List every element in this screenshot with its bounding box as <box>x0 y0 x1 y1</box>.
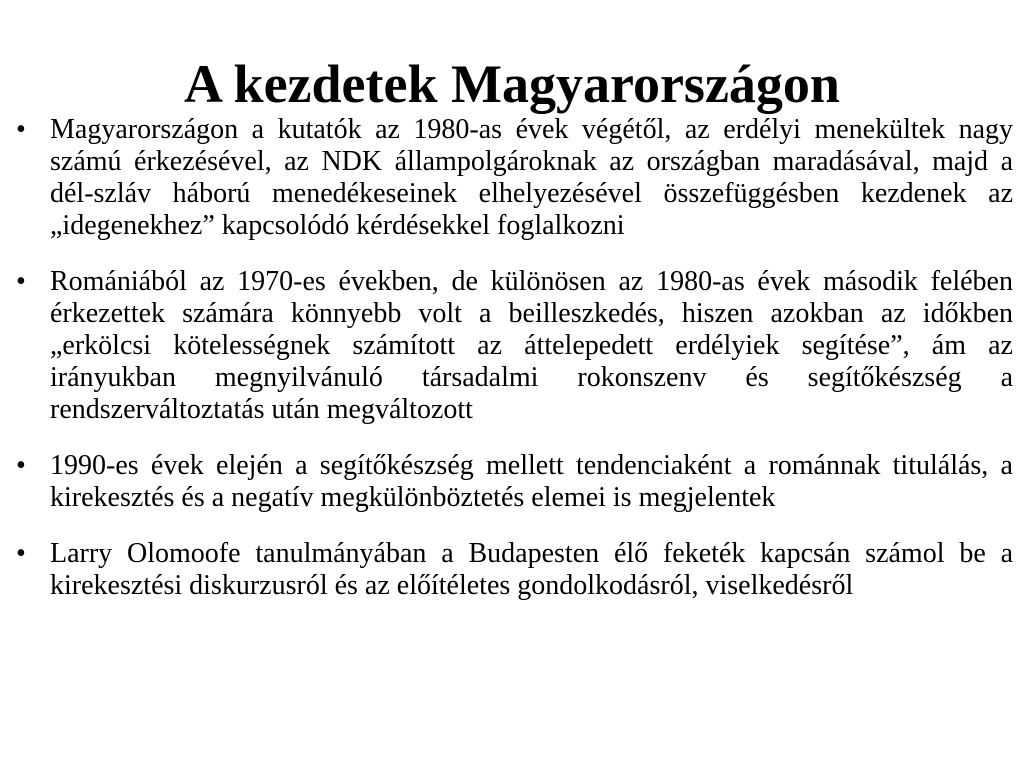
bullet-text: Romániából az 1970-es években, de különösen az 1980-as évek második felében érkezettek számára könnyebb volt a beilleszkedés, hiszen azokban az időkben „erkölcsi kötelességnek számított az áttelepedett erdélyiek segítése”, ám az irányukban megnyilvánuló társadalmi rokonszenv és segítőkészség a rendszerváltoztatás után megváltozott <box>50 266 1013 425</box>
bullet-dot-icon: • <box>16 450 26 481</box>
bullet-text: Larry Olomoofe tanulmányában a Budapesten élő feketék kapcsán számol be a kirekesztési diskurzusról és az előítéletes gondolkodásról, viselkedésről <box>50 538 1013 601</box>
bullet-item <box>0 266 1024 426</box>
bullet-dot-icon: • <box>16 266 26 297</box>
bullet-list <box>0 114 1024 626</box>
bullet-dot-icon: • <box>16 114 26 145</box>
bullet-item <box>0 538 1024 602</box>
bullet-item <box>0 450 1024 514</box>
slide-title: A kezdetek Magyarországon <box>184 54 840 114</box>
bullet-item <box>0 114 1024 242</box>
bullet-dot-icon: • <box>16 538 26 569</box>
bullet-text: 1990-es évek elején a segítőkészség mellett tendenciaként a románnak titulálás, a kirekesztés és a negatív megkülönböztetés elemei is megjelentek <box>50 450 1013 513</box>
bullet-text: Magyarországon a kutatók az 1980-as évek végétől, az erdélyi menekültek nagy számú érkezésével, az NDK állampolgároknak az országban maradásával, majd a dél-szláv háború menedékeseinek elhelyezésével összefüggésben kezdenek az „idegenekhez” kapcsolódó kérdésekkel foglalkozni <box>50 114 1013 241</box>
